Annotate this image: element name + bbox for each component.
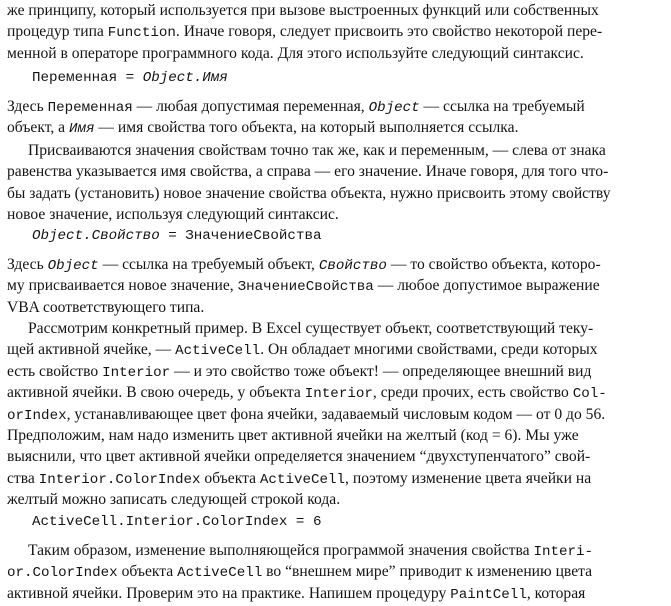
text-run: во “внешнем мире” приводит к изменению цвета bbox=[262, 563, 593, 581]
text-run: — ссылка на требуемый bbox=[419, 98, 585, 115]
paragraph-intro bbox=[7, 0, 662, 64]
text-run: му присваивается новое значение, bbox=[7, 277, 238, 295]
code-syntax-set-property bbox=[32, 225, 321, 247]
text-run: , устанавливающее цвет фона ячейки, задаваемый числовым кодом — от 0 до 56. bbox=[66, 405, 606, 423]
text-line bbox=[7, 468, 662, 489]
text-line: новое значение, используя следующий синтаксис. bbox=[7, 206, 339, 224]
text-run: объекта bbox=[200, 469, 260, 487]
text-run: — любая допустимая переменная, bbox=[132, 98, 369, 115]
code-term: orIndex bbox=[7, 407, 67, 424]
code-term: Переменная bbox=[47, 100, 133, 116]
text-line: Присваиваются значения свойствам точно так же, как и переменным, — слева от знака bbox=[28, 142, 606, 159]
text-run: — то свойство объекта, которо- bbox=[386, 256, 601, 273]
text-line: менной в операторе программного кода. Для этого используйте следующий синтаксис. bbox=[7, 44, 584, 62]
paragraph-get-explanation bbox=[7, 96, 662, 139]
code-term: Object bbox=[47, 258, 99, 274]
text-run: . Иначе говоря, следует присвоить это свойство некоторой пере- bbox=[175, 23, 603, 41]
text-run: Здесь bbox=[7, 256, 48, 273]
text-run: , которая bbox=[526, 584, 586, 602]
code-term: ActiveCell bbox=[177, 565, 263, 582]
text-line bbox=[7, 382, 662, 403]
code-term: or.ColorIndex bbox=[7, 565, 118, 582]
code-term: Function bbox=[107, 25, 176, 42]
text-run: активной ячейки. В свою очередь, у объекта bbox=[7, 384, 305, 402]
code-term: Col- bbox=[572, 386, 607, 403]
text-run: есть свойство bbox=[7, 362, 103, 380]
text-line: Рассмотрим конкретный пример. В Excel существует объект, соответствующий теку- bbox=[28, 320, 594, 337]
text-line bbox=[7, 561, 662, 582]
code-term: PaintCell bbox=[450, 586, 527, 603]
text-run: объекта bbox=[117, 563, 178, 581]
text-run: щей активной ячейке, — bbox=[7, 341, 176, 359]
text-run: . Он обладает многими свойствами, среди которых bbox=[260, 341, 598, 359]
text-run: , поэтому изменение цвета ячейки на bbox=[345, 469, 592, 487]
text-run: — любое допустимое выражение bbox=[373, 277, 600, 295]
text-line bbox=[7, 339, 662, 360]
code-run: = ЗначениеСвойства bbox=[159, 228, 322, 244]
code-term: ActiveCell bbox=[259, 471, 346, 488]
text-run: Таким образом, изменение выполняющейся программой значения свойства bbox=[28, 542, 534, 559]
text-line bbox=[7, 404, 662, 425]
code-term: ActiveCell bbox=[175, 343, 261, 360]
code-term: Interior bbox=[102, 364, 171, 381]
text-line bbox=[7, 21, 662, 42]
code-term: ЗначениеСвойства bbox=[237, 279, 374, 296]
text-line bbox=[7, 583, 662, 604]
text-line: равенства указывается имя свойства, а справа — его значение. Иначе говоря, для того что- bbox=[7, 163, 609, 181]
text-line bbox=[7, 540, 662, 561]
code-syntax-get-property bbox=[32, 67, 228, 89]
code-term: Свойство bbox=[318, 258, 387, 274]
code-term: Interior bbox=[304, 386, 373, 403]
text-line: VBA соответствующего типа. bbox=[7, 298, 205, 316]
text-line: бы задать (установить) новое значение свойства объекта, нужно присвоить этому свойству bbox=[7, 184, 611, 202]
text-run: Здесь bbox=[7, 98, 48, 115]
text-run: — ссылка на требуемый объект, bbox=[98, 256, 319, 273]
code-term: Имя bbox=[68, 121, 95, 138]
code-run: Переменная = bbox=[32, 70, 143, 86]
paragraph-set-explanation bbox=[7, 254, 662, 318]
text-run: — имя свойства того объекта, на который выполняется ссылка. bbox=[94, 119, 519, 137]
text-line: Предположим, нам надо изменить цвет активной ячейки на желтый (код = 6). Мы уже bbox=[7, 426, 579, 444]
text-run: , среди прочих, есть свойство bbox=[372, 384, 573, 402]
paragraph-result bbox=[7, 540, 662, 604]
code-term: Interi- bbox=[533, 544, 594, 560]
text-line bbox=[7, 275, 662, 296]
text-run: — и это свойство тоже объект! — определяющее внешний вид bbox=[170, 362, 592, 380]
code-run-italic: Object.Имя bbox=[142, 70, 228, 86]
text-run: ства bbox=[7, 469, 39, 487]
paragraph-assign bbox=[7, 140, 662, 226]
code-term: Interior.ColorIndex bbox=[38, 471, 201, 488]
text-run: объект, а bbox=[7, 119, 69, 137]
code-term: Object bbox=[368, 100, 420, 116]
paragraph-example bbox=[7, 318, 662, 511]
text-run: активной ячейки. Проверим это на практике. Напишем процедуру bbox=[7, 584, 451, 602]
code-example-colorindex: ActiveCell.Interior.ColorIndex = 6 bbox=[32, 514, 322, 530]
text-run: процедур типа bbox=[7, 23, 108, 41]
text-line bbox=[7, 117, 662, 138]
code-run-italic: Object.Свойство bbox=[32, 228, 160, 244]
text-line: выяснили, что цвет активной ячейки определяется значением “двухступенчатого” свой- bbox=[7, 448, 591, 466]
text-line: же принципу, который используется при вызове выстроенных функций или собственных bbox=[7, 2, 599, 19]
text-line bbox=[7, 254, 662, 275]
text-line bbox=[7, 361, 662, 382]
text-line bbox=[7, 96, 662, 117]
text-line: желтый можно записать следующей строкой кода. bbox=[7, 491, 341, 509]
